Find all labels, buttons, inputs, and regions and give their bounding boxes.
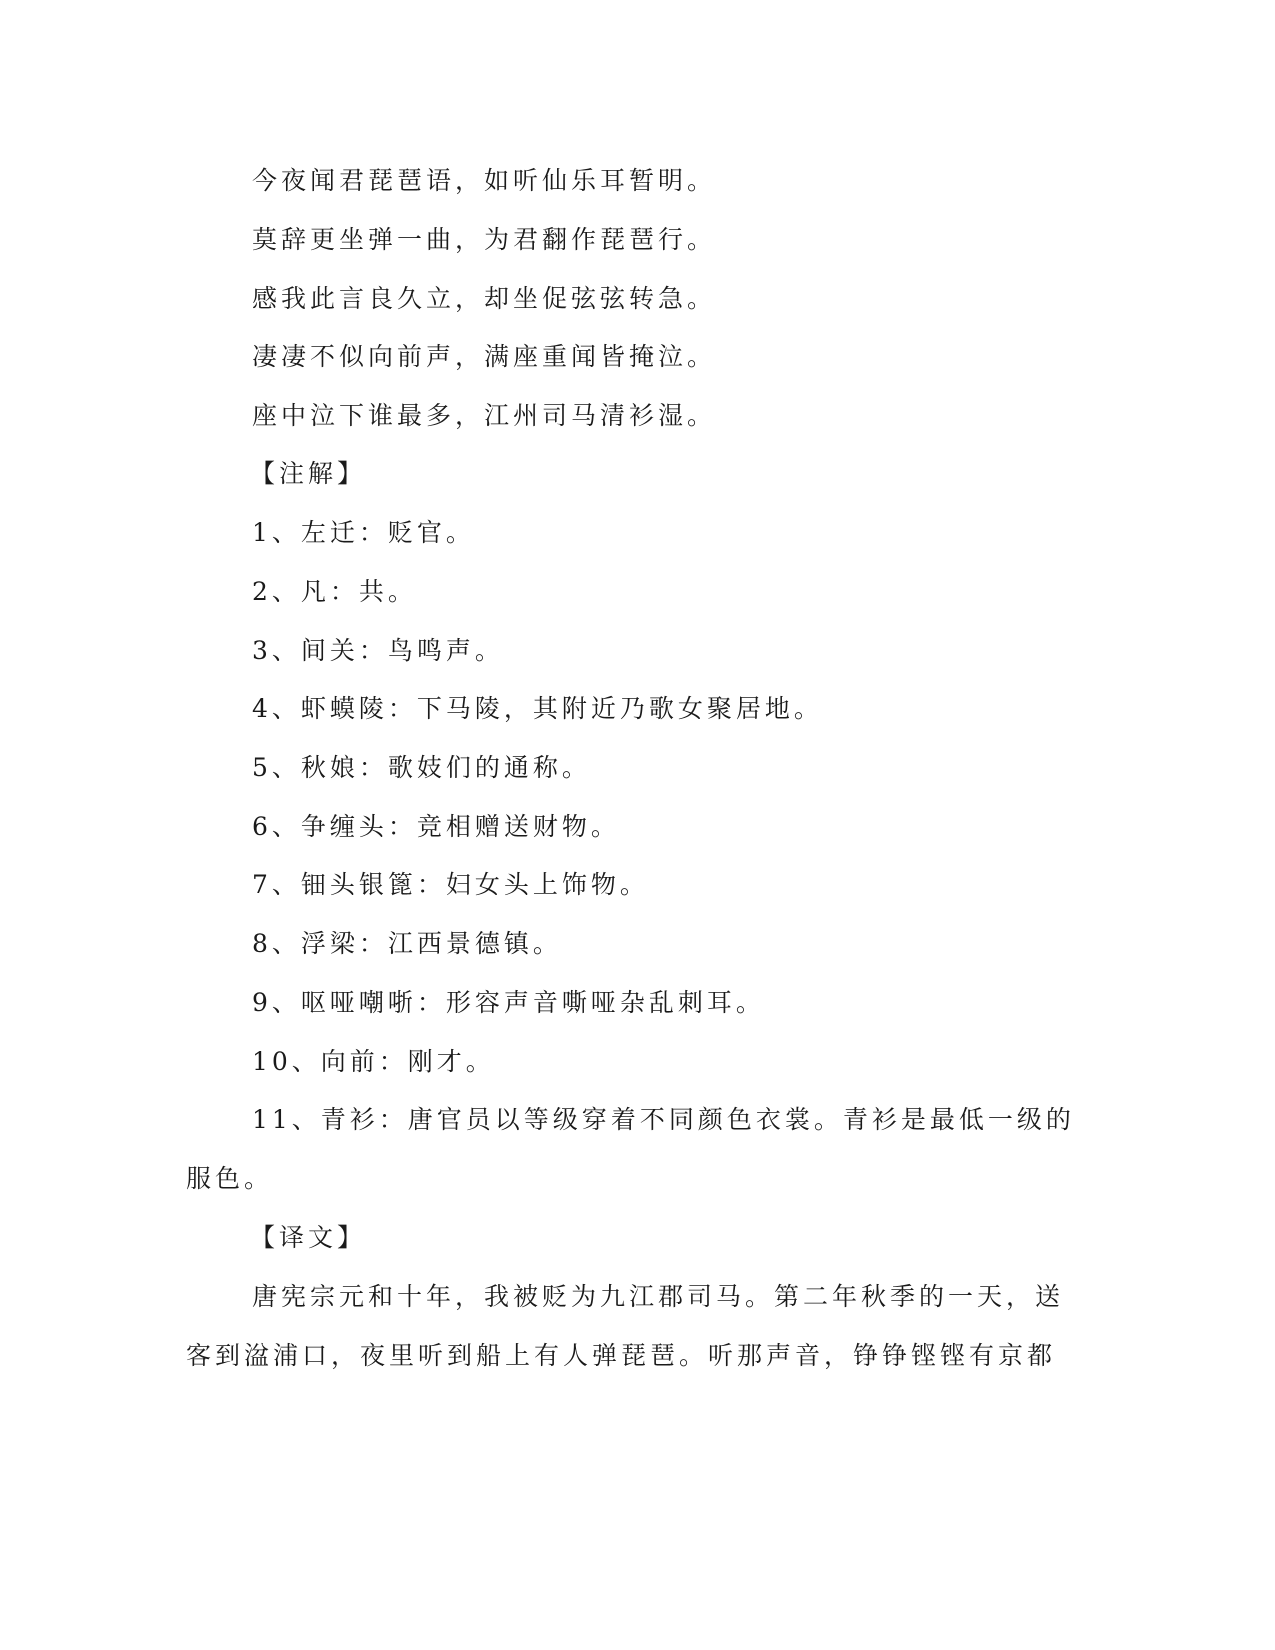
- note-item: 3、间关：鸟鸣声。: [252, 636, 504, 665]
- poem-line: 感我此言良久立，却坐促弦弦转急。: [252, 284, 717, 313]
- poem-line: 今夜闻君琵琶语，如听仙乐耳暂明。: [252, 166, 717, 195]
- translation-line: 唐宪宗元和十年，我被贬为九江郡司马。第二年秋季的一天，送: [252, 1282, 1065, 1311]
- translation-heading: 【译文】: [250, 1223, 367, 1252]
- note-item: 9、呕哑嘲哳：形容声音嘶哑杂乱刺耳。: [252, 988, 765, 1017]
- note-item: 10、向前：刚才。: [252, 1047, 495, 1076]
- note-item-continuation: 服色。: [186, 1164, 274, 1193]
- note-item: 8、浮梁：江西景德镇。: [252, 929, 562, 958]
- poem-line: 莫辞更坐弹一曲，为君翻作琵琶行。: [252, 225, 717, 254]
- note-item: 6、争缠头：竞相赠送财物。: [252, 812, 620, 841]
- poem-line: 凄凄不似向前声，满座重闻皆掩泣。: [252, 342, 717, 371]
- note-item: 1、左迁：贬官。: [252, 518, 475, 547]
- note-item: 4、虾蟆陵：下马陵，其附近乃歌女聚居地。: [252, 694, 823, 723]
- note-item: 2、凡：共。: [252, 577, 417, 606]
- note-item: 11、青衫：唐官员以等级穿着不同颜色衣裳。青衫是最低一级的: [252, 1105, 1075, 1134]
- poem-line: 座中泣下谁最多，江州司马清衫湿。: [252, 401, 717, 430]
- note-item: 5、秋娘：歌妓们的通称。: [252, 753, 591, 782]
- note-item: 7、钿头银篦：妇女头上饰物。: [252, 870, 649, 899]
- notes-heading: 【注解】: [250, 459, 367, 488]
- translation-line: 客到湓浦口，夜里听到船上有人弹琵琶。听那声音，铮铮铿铿有京都: [186, 1341, 1057, 1370]
